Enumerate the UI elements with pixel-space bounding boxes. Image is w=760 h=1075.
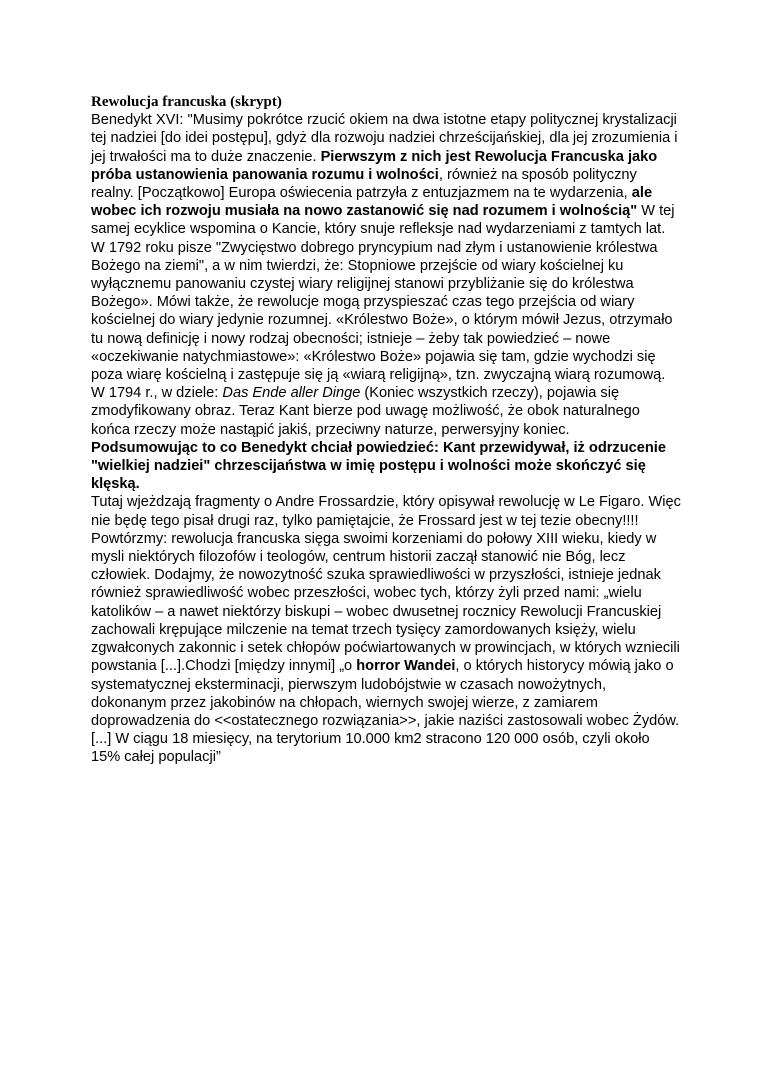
bold-text: horror Wandei xyxy=(356,658,456,675)
paragraph-summary xyxy=(91,439,681,494)
paragraph-benedict-quote xyxy=(91,111,681,439)
document-page xyxy=(91,93,681,767)
bold-text: ale wobec ich rozwoju musiała na nowo zastanowić się nad rozumem i wolnością" xyxy=(91,185,653,220)
paragraph-vendee xyxy=(91,530,681,767)
paragraph-frossard-note: Tutaj wjeżdzają fragmenty o Andre Frossardzie, który opisywał rewolucję w Le Figaro. Więc nie będę tego pisał drugi raz, tylko pamiętajcie, że Frossard jest w tej tezie obecny!!!! xyxy=(91,494,681,529)
bold-text: Pierwszym z nich jest Rewolucja Francuska jako próba ustanowienia panowania rozumu i wolności xyxy=(91,148,658,183)
paragraph-text: Benedykt XVI: "Musimy pokrótce rzucić okiem na dwa istotne etapy politycznej krystalizacji tej nadziei [do idei postępu], gdyż dla rozwoju nadziei chrześcijańskiej, dla jej zrozumienia i jej trwałości ma to duże znaczenie. xyxy=(91,112,678,165)
paragraph-text: W tej samej ecyklice wspomina o Kancie, który snuje refleksje nad wydarzeniami z tamtych lat. W 1792 roku pisze "Zwycięstwo dobrego pryncypium nad złym i ustanowienie królestwa Bożego na ziemi", a w nim twierdzi, że: Stopniowe przejście od wiary kościelnej ku wyłącznemu panowaniu czystej wiary religijnej stanowi przybliżanie się do królestwa Bożego». Mówi także, że rewolucje mogą przyspieszać czas tego przejścia od wiary kościelnej do wiary jedynie rozumnej. «Królestwo Boże», o którym mówił Jezus, otrzymało tu nową definicję i nowy rodzaj obecności; istnieje – żeby tak powiedzieć – nowe «oczekiwanie natychmiastowe»: «Królestwo Boże» pojawia się tam, gdzie wychodzi się poza wiarę kościelną i zastępuje się ją «wiarą religijną», tzn. zwyczajną wiarą rozumową. W 1794 r., w dziele: xyxy=(91,203,675,402)
paragraph-text: Powtórzmy: rewolucja francuska sięga swoimi korzeniami do połowy XIII wieku, kiedy w mysli niektórych filozofów i teologów, centrum historii zaczął stanowić nie Bóg, lecz człowiek. Dodajmy, że nowozytność szuka sprawiedliwości w przyszłości, istnieje jednak również sprawiedliwość wobec przeszłości, wobec tych, którzy żyli przed nami: „wielu katolików – a nawet niektórzy biskupi – wobec dwusetnej rocznicy Rewolucji Francuskiej zachowali krępujące milczenie na temat trzech tysięcy zamordowanych księży, wielu zgwałconych zakonnic i setek chłopów poćwiartowanych w prowincjach, w których wzniecili powstania [...].Chodzi [między innymi] „o xyxy=(91,530,680,675)
italic-book-title: Das Ende aller Dinge xyxy=(222,385,361,402)
paragraph-text: , o których historycy mówią jako o systematycznej eksterminacji, pierwszym ludobójstwie w czasach nowożytnych, dokonanym przez jakobinów na chłopach, wiernych swojej wierze, z zamiarem doprowadzenia do <<ostatecznego rozwiązania>>, jakie naziści zastosowali wobec Żydów. [...] W ciągu 18 miesięcy, na terytorium 10.000 km2 stracono 120 000 osób, czyli około 15% całej populacji” xyxy=(91,658,680,766)
bold-text: Podsumowując to co Benedykt chciał powiedzieć: Kant przewidywał, iż odrzucenie "wielkiej nadziei" chrzescijaństwa w imię postępu i wolności może skończyć się klęską. xyxy=(91,439,666,493)
document-title: Rewolucja francuska (skrypt) xyxy=(91,94,282,110)
paragraph-text: (Koniec wszystkich rzeczy), pojawia się zmodyfikowany obraz. Teraz Kant bierze pod uwagę możliwość, że obok naturalnego końca rzeczy może nastąpić jakiś, przeciwny naturze, perwersyjny koniec. xyxy=(91,385,640,438)
paragraph-text: , również na sposób polityczny realny. [Początkowo] Europa oświecenia patrzyła z entuzjazmem na te wydarzenia, xyxy=(91,166,637,202)
